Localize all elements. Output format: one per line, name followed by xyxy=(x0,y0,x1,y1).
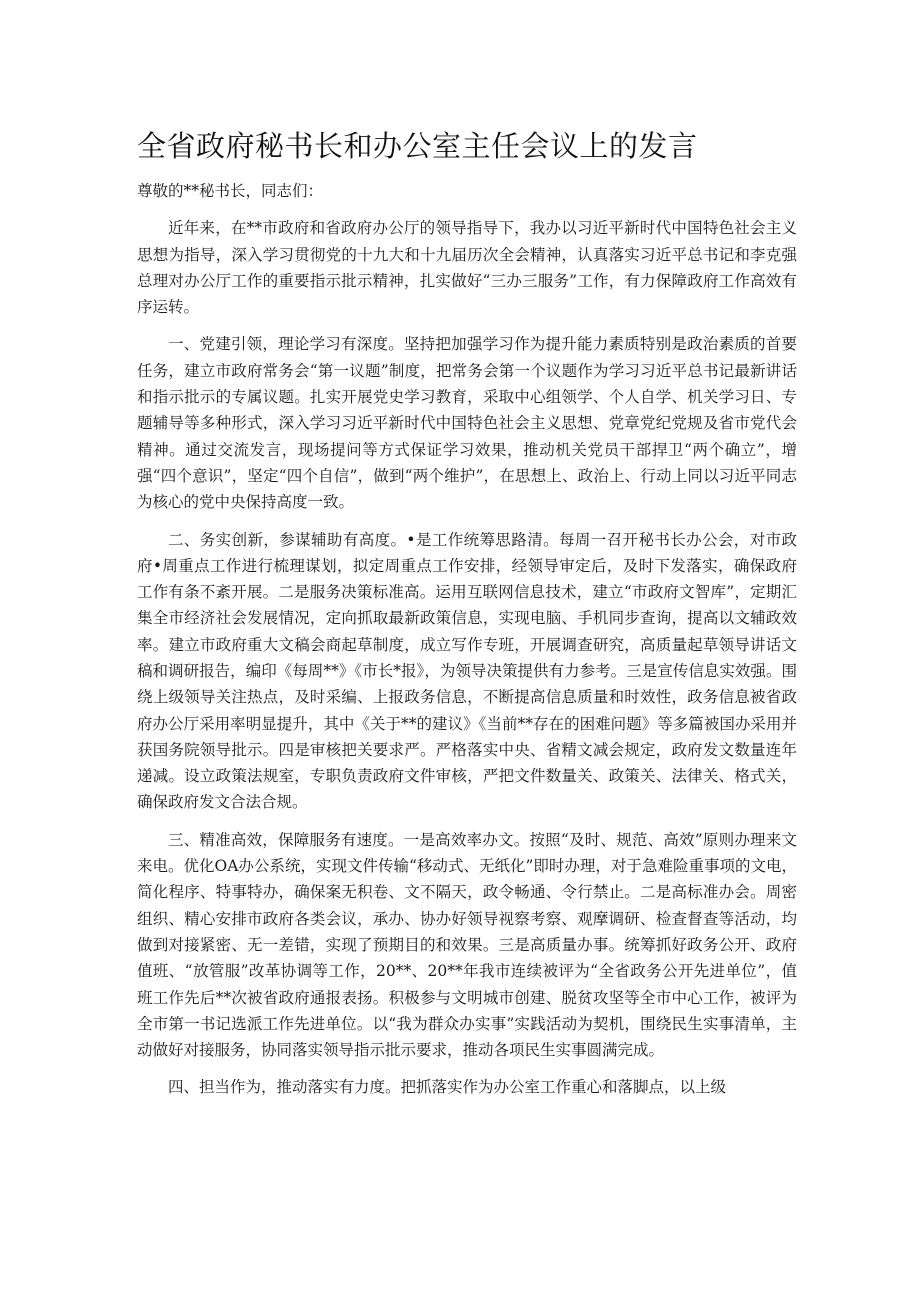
paragraph-section-4: 四、担当作为，推动落实有力度。把抓落实作为办公室工作重心和落脚点，以上级 xyxy=(168,1078,727,1097)
paragraph-section-1: 一、党建引领，理论学习有深度。坚持把加强学习作为提升能力素质特别是政治素质的首要任务，建立市政府常务会“第一议题”制度，把常务会第一个议题作为学习习近平总书记最新讲话和指示批示的专属议题。扎实开展党史学习教育，采取中心组领学、个人自学、机关学习日、专题辅导等多种形式，深入学习习近平新时代中国特色社会主义思想、党章党纪党规及省市党代会精神。通过交流发言，现场提问等方式保证学习效果，推动机关党员干部捍卫“两个确立”，增强“四个意识”，坚定“四个自信”，做到“两个维护”，在思想上、政治上、行动上同以习近平同志为核心的党中央保持高度一致。 xyxy=(137,335,797,512)
document-page xyxy=(137,128,797,1112)
paragraph-intro: 近年来，在**市政府和省政府办公厅的领导指导下，我办以习近平新时代中国特色社会主义思想为指导，深入学习贯彻党的十九大和十九届历次全会精神，认真落实习近平总书记和李克强总理对办公厅工作的重要指示批示精神，扎实做好“三办三服务”工作，有力保障政府工作高效有序运转。 xyxy=(137,219,797,317)
paragraph-section-3: 三、精准高效，保障服务有速度。一是高效率办文。按照“及时、规范、高效”原则办理来文来电。优化OA办公系统，实现文件传输“移动式、无纸化”即时办理，对于急难险重事项的文电，简化程序、特事特办，确保案无积卷、文不隔天，政令畅通、令行禁止。二是高标准办会。周密组织、精心安排市政府各类会议，承办、协办好领导视察考察、观摩调研、检查督查等活动，均做到对接紧密、无一差错，实现了预期目的和效果。三是高质量办事。统筹抓好政务公开、政府值班、“放管服”改革协调等工作，20**、20**年我市连续被评为“全省政务公开先进单位”，值班工作先后**次被省政府通报表扬。积极参与文明城市创建、脱贫攻坚等全市中心工作，被评为全市第一书记选派工作先进单位。以“我为群众办实事”实践活动为契机，围绕民生实事清单，主动做好对接服务，协同落实领导指示批示要求，推动各项民生实事圆满完成。 xyxy=(137,830,797,1060)
document-title: 全省政府秘书长和办公室主任会议上的发言 xyxy=(137,129,698,163)
salutation: 尊敬的**秘书长，同志们： xyxy=(137,182,324,201)
paragraph-section-2: 二、务实创新，参谋辅助有高度。•是工作统筹思路清。每周一召开秘书长办公会，对市政府•周重点工作进行梳理谋划，拟定周重点工作安排，经领导审定后，及时下发落实，确保政府工作有条不紊开展。二是服务决策标准高。运用互联网信息技术，建立“市政府文智库”，定期汇集全市经济社会发展情况，定向抓取最新政策信息，实现电脑、手机同步查询，提高以文辅政效率。建立市政府重大文稿会商起草制度，成立写作专班，开展调查研究，高质量起草领导讲话文稿和调研报告，编印《每周**》《市长*报》，为领导决策提供有力参考。三是宣传信息实效强。围绕上级领导关注热点，及时采编、上报政务信息，不断提高信息质量和时效性，政务信息被省政府办公厅采用率明显提升，其中《关于**的建议》《当前**存在的困难问题》等多篇被国办采用并获国务院领导批示。四是审核把关要求严。严格落实中央、省精文减会规定，政府发文数量连年递减。设立政策法规室，专职负责政府文件审核，严把文件数量关、政策关、法律关、格式关，确保政府发文合法合规。 xyxy=(137,530,797,812)
